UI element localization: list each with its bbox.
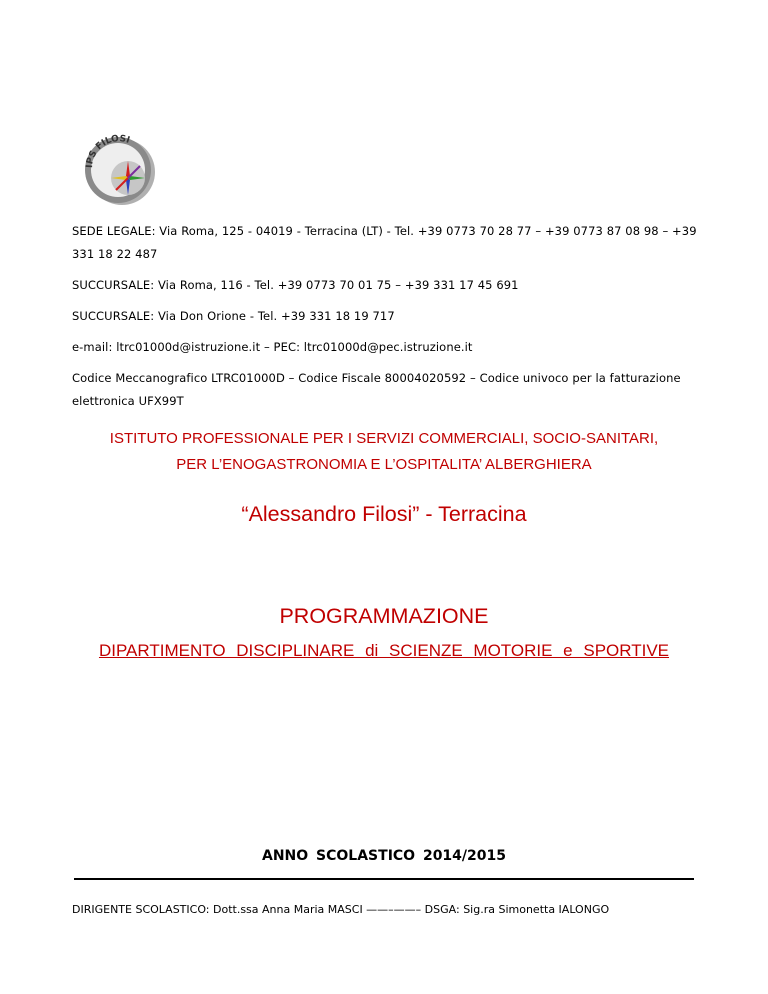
codice-line-2: elettronica UFX99T <box>72 394 184 408</box>
divider <box>74 878 694 880</box>
succursale-2: SUCCURSALE: Via Don Orione - Tel. +39 331 18 19 717 <box>72 309 395 323</box>
school-logo <box>78 128 160 210</box>
logo-graphic <box>78 128 160 210</box>
institute-line-2: PER L’ENOGASTRONOMIA E L’OSPITALITA’ ALBERGHIERA <box>176 456 592 473</box>
department-title: DIPARTIMENTO DISCIPLINARE di SCIENZE MOTORIE e SPORTIVE <box>98 641 670 660</box>
logo-text: IPS FILOSI <box>84 133 131 169</box>
institute-line-1: ISTITUTO PROFESSIONALE PER I SERVIZI COMMERCIALI, SOCIO-SANITARI, <box>109 430 659 447</box>
email-line: e-mail: ltrc01000d@istruzione.it – PEC: ltrc01000d@pec.istruzione.it <box>72 340 473 354</box>
letterhead <box>72 220 704 413</box>
succursale-1: SUCCURSALE: Via Roma, 116 - Tel. +39 0773 70 01 75 – +39 331 17 45 691 <box>72 278 519 292</box>
sede-legale-line-2: 331 18 22 487 <box>72 247 158 261</box>
footer-staff: DIRIGENTE SCOLASTICO: Dott.ssa Anna Maria MASCI ——–——– DSGA: Sig.ra Simonetta IALONGO <box>72 903 610 916</box>
school-year: ANNO SCOLASTICO 2014/2015 <box>262 848 506 864</box>
school-name: “Alessandro Filosi” - Terracina <box>241 502 527 526</box>
sede-legale-line-1: SEDE LEGALE: Via Roma, 125 - 04019 - Terracina (LT) - Tel. +39 0773 70 28 77 – +39 0773 87 08 98 – +39 <box>72 224 697 238</box>
programme-title: PROGRAMMAZIONE <box>279 604 489 628</box>
codice-line-1: Codice Meccanografico LTRC01000D – Codice Fiscale 80004020592 – Codice univoco per la fatturazione <box>72 371 681 385</box>
